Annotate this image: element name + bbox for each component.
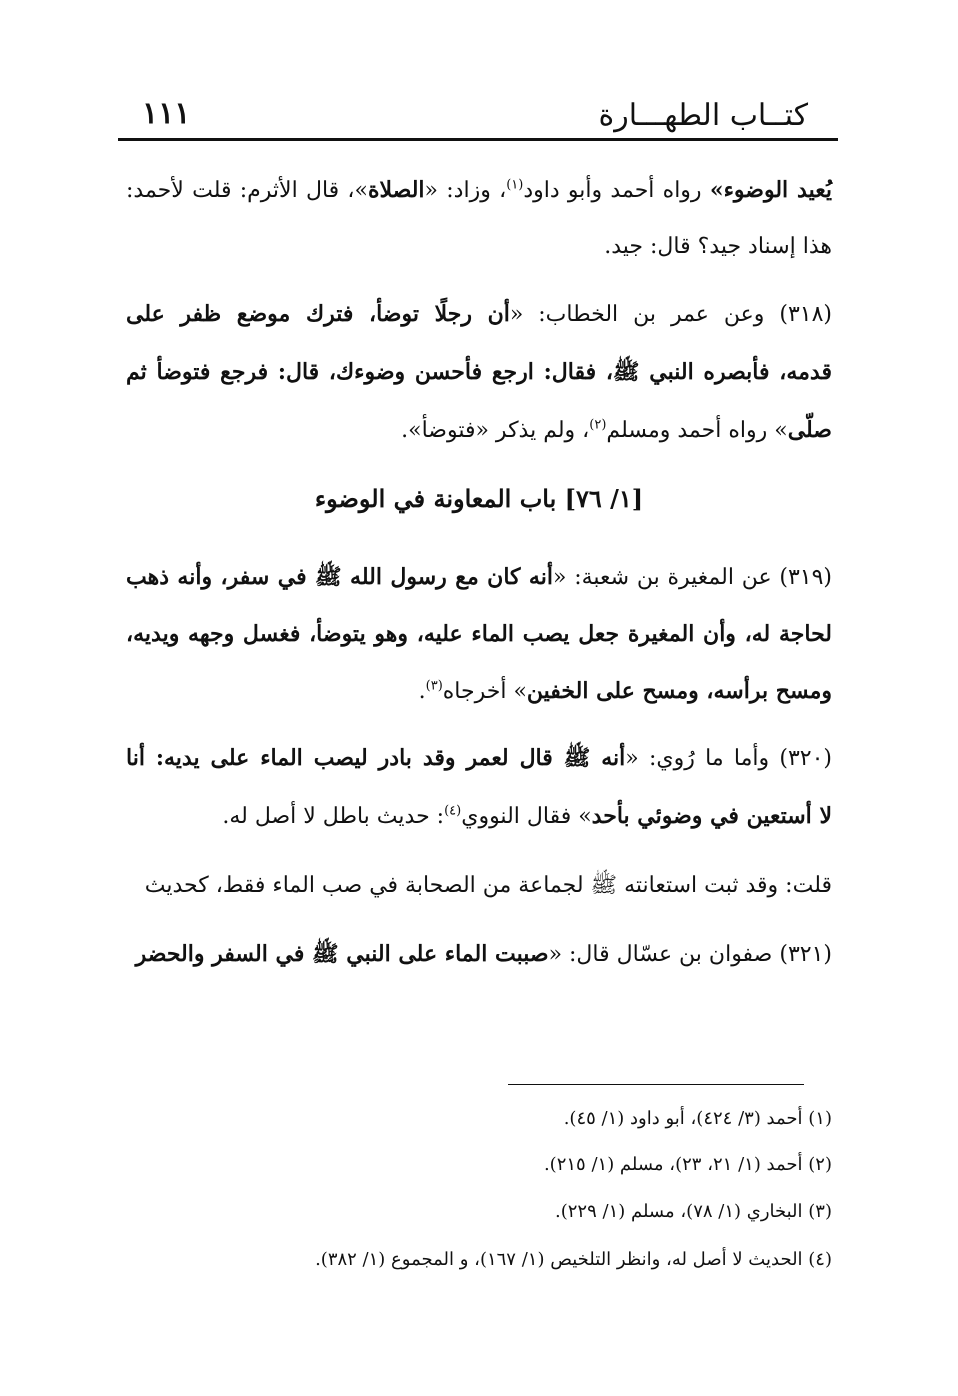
bold-text: أنه ﷺ قال لعمر وقد بادر ليصب الماء على يديه: أنا: [126, 745, 626, 771]
text: هذا إسناد جيد؟ قال: جيد.: [604, 234, 832, 259]
text-line: [136, 934, 832, 975]
footnote-ref: (١): [506, 177, 524, 193]
text-line: [419, 671, 832, 712]
footnote-ref: (٢): [589, 417, 607, 433]
text: »، قال الأثرم: قلت لأحمد:: [126, 178, 368, 203]
footnote-ref: (٤): [444, 803, 462, 819]
bold-text: صببت الماء على النبي ﷺ في السفر والحضر: [135, 941, 549, 967]
text-line: [222, 796, 832, 837]
chapter-title: كتــاب الطهـــارة: [598, 98, 808, 133]
page-number: ١١١: [142, 96, 191, 131]
bold-text: أنه كان مع رسول الله ﷺ في سفر، وأنه ذهب: [126, 564, 553, 590]
text-line: [145, 866, 832, 906]
text: ، ولم يذكر «فتوضأ».: [401, 418, 590, 443]
text: (٣١٩) عن المغيرة بن شعبة: «: [552, 565, 832, 590]
text-line: [126, 170, 832, 211]
footnote: (١) أحمد (٣/ ٤٢٤)، أبو داود (١/ ٤٥).: [563, 1108, 832, 1129]
bold-text: قدمه، فأبصره النبي ﷺ، فقال: ارجع فأحسن وضوءك، قال: فرجع فتوضأ ثم: [126, 359, 832, 385]
text: (٣٢١) صفوان بن عسّال قال: «: [548, 942, 832, 967]
bold-text: يُعيد الوضوء»: [709, 177, 832, 203]
text: ، وزاد: «: [424, 178, 507, 203]
text: » فقال النووي: [461, 804, 592, 829]
text-line: [126, 557, 832, 598]
footnote-ref: (٣): [425, 678, 443, 694]
text: (٣٢٠) وأما ما رُوي: «: [625, 746, 832, 771]
running-header: [118, 92, 838, 138]
text-line: [126, 614, 832, 655]
text-line: [126, 738, 832, 779]
text: (٣١٨) وعن عمر بن الخطاب: «: [509, 302, 832, 327]
bold-text: لا أستعين في وضوئي بأحد: [591, 803, 832, 829]
text-line: [126, 352, 832, 393]
text: » أخرجاه: [442, 679, 527, 704]
bold-text: أن رجلًا توضأ، فترك موضع ظفر على: [126, 301, 510, 327]
text-line: [401, 410, 832, 451]
text-line: [604, 227, 832, 267]
footnote: (٣) البخاري (١/ ٧٨)، مسلم (١/ ٢٢٩).: [555, 1201, 832, 1222]
text: .: [418, 679, 426, 704]
bold-text: لحاجة له، وأن المغيرة جعل يصب الماء عليه، وهو يتوضأ، فغسل وجهه ويديه،: [126, 621, 832, 647]
section-heading: [١/ ٧٦] باب المعاونة في الوضوء: [314, 484, 644, 513]
footnote-rule: [508, 1084, 804, 1085]
bold-text: ومسح برأسه، ومسح على الخفين: [526, 678, 832, 704]
header-rule: [118, 138, 838, 141]
text: قلت: وقد ثبت استعانته ﷺ لجماعة من الصحابة في صب الماء فقط، كحديث: [144, 873, 832, 898]
text: » رواه أحمد ومسلم: [606, 418, 788, 443]
bold-text: صلّى: [787, 417, 832, 443]
text: : حديث باطل لا أصل له.: [222, 804, 445, 829]
footnote: (٤) الحديث لا أصل له، وانظر التلخيص (١/ ١٦٧)، و المجموع (١/ ٣٨٢).: [315, 1249, 832, 1270]
text: رواه أحمد وأبو داود: [523, 178, 710, 203]
text-line: [126, 294, 832, 335]
footnote: (٢) أحمد (١/ ٢١، ٢٣)، مسلم (١/ ٢١٥).: [543, 1154, 832, 1175]
bold-text: الصلاة: [368, 177, 425, 203]
